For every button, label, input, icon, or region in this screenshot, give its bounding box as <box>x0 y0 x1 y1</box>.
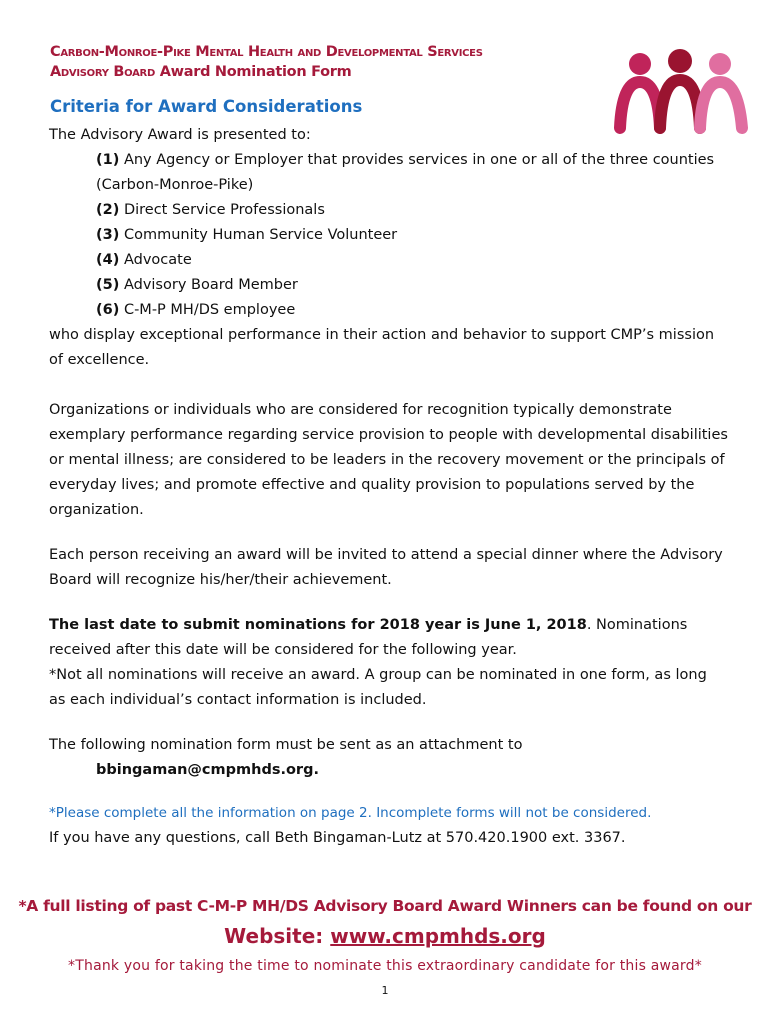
form-title-board: Advisory Board <box>50 64 155 80</box>
dinner-paragraph <box>49 543 734 593</box>
mission-line: who display exceptional performance in their action and behavior to support CMP’s mission <box>49 327 715 343</box>
item-text: Any Agency or Employer that provides services in one or all of the three counties <box>123 152 715 168</box>
paragraph-line: Each person receiving an award will be invited to attend a special dinner where the Advisory <box>49 547 723 563</box>
item-text: C-M-P MH/DS employee <box>123 302 296 318</box>
item-number: (2) <box>96 202 120 218</box>
list-item <box>49 148 734 173</box>
paragraph-line: Board will recognize his/her/their achievement. <box>49 572 392 588</box>
paragraph-line: received after this date will be considered for the following year. <box>49 642 517 658</box>
document-body <box>49 123 734 851</box>
thank-you-note: *Thank you for taking the time to nominate this extraordinary candidate for this award* <box>68 958 702 974</box>
paragraph-line: *Not all nominations will receive an award. A group can be nominated in one form, as long <box>49 667 707 683</box>
paragraph-line: The following nomination form must be sent as an attachment to <box>49 737 523 753</box>
list-item <box>49 248 734 273</box>
paragraph-line: as each individual’s contact information is included. <box>49 692 427 708</box>
list-item <box>49 198 734 223</box>
list-item <box>49 173 734 198</box>
item-text: Direct Service Professionals <box>123 202 325 218</box>
item-text: Advisory Board Member <box>123 277 298 293</box>
list-item <box>49 273 734 298</box>
paragraph-line: organization. <box>49 502 144 518</box>
paragraph-line: or mental illness; are considered to be leaders in the recovery movement or the principals of <box>49 452 725 468</box>
org-name: Carbon-Monroe-Pike Mental Health and Developmental Services <box>50 44 483 60</box>
winners-listing-note: *A full listing of past C-M-P MH/DS Advisory Board Award Winners can be found on our <box>18 897 752 915</box>
criteria-heading: Criteria for Award Considerations <box>50 97 363 116</box>
item-number: (5) <box>96 277 120 293</box>
form-title <box>50 62 483 82</box>
criteria-intro: The Advisory Award is presented to: <box>49 127 311 143</box>
list-item <box>49 298 734 323</box>
email-text[interactable]: bbingaman@cmpmhds.org. <box>96 762 319 778</box>
deadline-date: The last date to submit nominations for 2018 year is June 1, 2018 <box>49 617 587 633</box>
submission-paragraph <box>49 733 734 783</box>
form-title-rest: Award Nomination Form <box>159 64 352 80</box>
item-number: (4) <box>96 252 120 268</box>
deadline-rest: . Nominations <box>586 617 688 633</box>
item-number: (6) <box>96 302 120 318</box>
paragraph-line: Organizations or individuals who are considered for recognition typically demonstrate <box>49 402 672 418</box>
email-address[interactable] <box>49 758 734 783</box>
item-text: (Carbon-Monroe-Pike) <box>96 177 254 193</box>
criteria-list <box>49 148 734 323</box>
paragraph-line: everyday lives; and promote effective and quality provision to populations served by the <box>49 477 695 493</box>
complete-info-note: *Please complete all the information on page 2. Incomplete forms will not be considered. <box>49 805 652 821</box>
website-label: Website: <box>224 924 331 948</box>
deadline-line <box>49 613 734 638</box>
item-number: (1) <box>96 152 120 168</box>
mission-line: of excellence. <box>49 352 150 368</box>
item-text: Community Human Service Volunteer <box>123 227 398 243</box>
paragraph-line: exemplary performance regarding service provision to people with developmental disabilities <box>49 427 728 443</box>
questions-line: If you have any questions, call Beth Bingaman-Lutz at 570.420.1900 ext. 3367. <box>49 830 626 846</box>
website-link[interactable]: www.cmpmhds.org <box>330 924 546 948</box>
website-line <box>0 924 770 948</box>
organizations-paragraph <box>49 398 734 523</box>
list-item <box>49 223 734 248</box>
document-header <box>50 42 483 82</box>
item-number: (3) <box>96 227 120 243</box>
item-text: Advocate <box>123 252 192 268</box>
deadline-paragraph <box>49 613 734 713</box>
page-number: 1 <box>381 984 389 997</box>
